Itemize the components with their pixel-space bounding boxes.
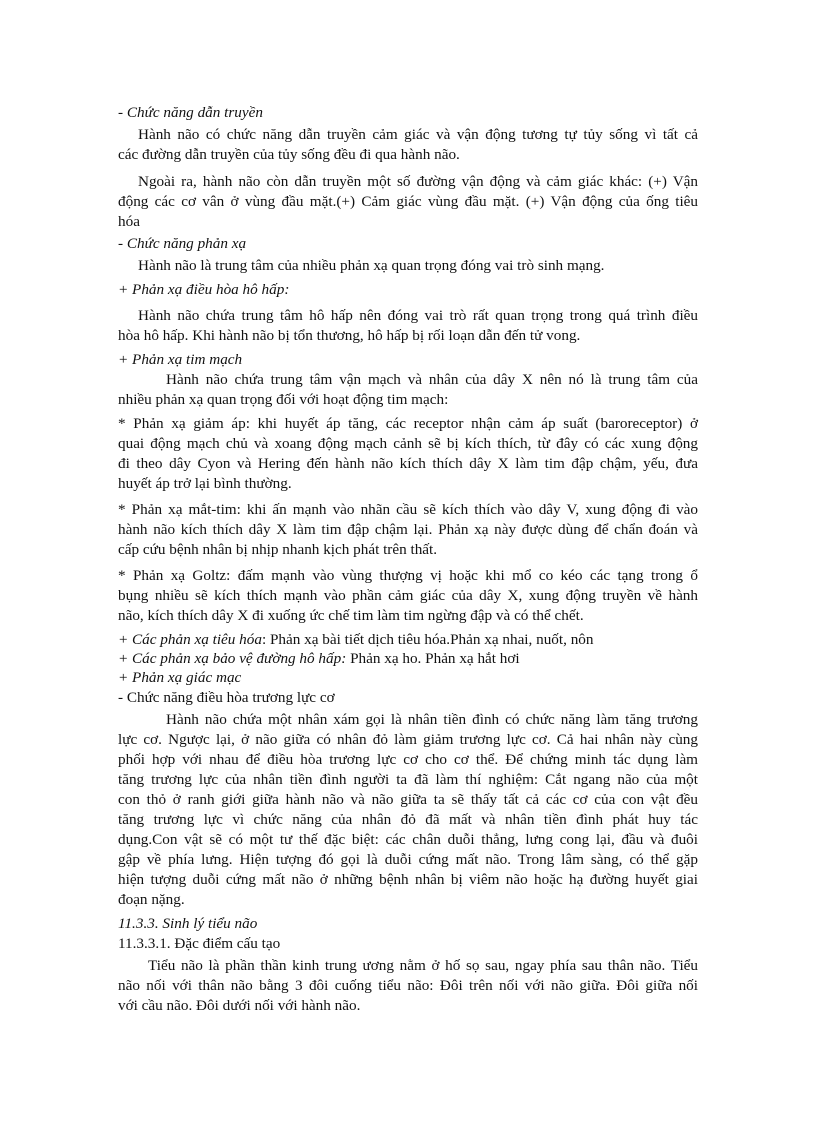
paragraph-line: Ngoài ra, hành não còn dẫn truyền một số đường vận động và cảm giác khác: (+) Vận	[138, 173, 698, 190]
paragraph-line: dụng.Con vật sẽ có một tư thế đặc biệt: các chân duỗi thẳng, lưng cong lại, đầu và đuôi	[118, 831, 698, 848]
paragraph-line: * Phản xạ giảm áp: khi huyết áp tăng, các receptor nhận cảm áp suất (baroreceptor) ở	[118, 415, 698, 432]
paragraph-line: Hành não chứa một nhân xám gọi là nhân tiền đình có chức năng làm tăng trương	[166, 711, 698, 728]
heading-conduction: - Chức năng dẫn truyền	[118, 104, 263, 121]
paragraph-line: phối hợp với nhau để điều hòa trương lực cơ cho cơ thể. Để chứng minh tác dụng làm	[118, 751, 698, 768]
paragraph-line: * Phản xạ Goltz: đấm mạnh vào vùng thượng vị hoặc khi mổ co kéo các tạng trong ổ	[118, 567, 698, 584]
digestive-reflex-text: : Phản xạ bài tiết dịch tiêu hóa.Phản xạ nhai, nuốt, nôn	[261, 631, 594, 648]
paragraph-line: bụng nhiều sẽ kích thích mạnh vào phần cảm giác của dây X, xung động truyền về hành	[118, 587, 698, 604]
paragraph-line: hiện tượng duỗi cứng mất não ở những bệnh nhân bị viêm não hoặc hạ đường huyết giai	[118, 871, 698, 888]
paragraph-line: gập về phía lưng. Hiện tượng đó gọi là duỗi cứng mất não. Trong lâm sàng, có thể gặp	[118, 851, 698, 868]
corneal-reflex-label: + Phản xạ giác mạc	[118, 669, 242, 686]
digestive-reflex-line	[118, 630, 594, 650]
paragraph-line: hành não kích thích dây X làm tim đập chậm lại. Phản xạ này được dùng để chẩn đoán và	[118, 521, 698, 538]
paragraph-line: Hành não chứa trung tâm vận mạch và nhân của dây X nên nó là trung tâm của	[166, 371, 698, 388]
heading-muscle-tone: - Chức năng điều hòa trương lực cơ	[118, 689, 335, 706]
paragraph-line: đi theo dây Cyon và Hering đến hành não kích thích dây X làm tim đập chậm, yếu, đưa	[118, 455, 698, 472]
paragraph-line: não, kích thích dây X đi xuống ức chế tim làm tim ngừng đập và có thể chết.	[118, 607, 584, 624]
airway-reflex-label: + Các phản xạ bảo vệ đường hô hấp:	[118, 650, 347, 667]
paragraph-line: động các cơ vân ở vùng đầu mặt.(+) Cảm giác vùng đầu mặt. (+) Vận động của ống tiêu	[118, 193, 698, 210]
paragraph-line: quai động mạch chủ và xoang động mạch cảnh sẽ bị kích thích, từ đây có các xung động	[118, 435, 698, 452]
paragraph-line: Hành não là trung tâm của nhiều phản xạ quan trọng đóng vai trò sinh mạng.	[138, 257, 605, 274]
airway-reflex-line	[118, 649, 520, 669]
paragraph-line: lực cơ. Ngược lại, ở não giữa có nhân đỏ làm giảm trương lực cơ. Cả hai nhân này cùng	[118, 731, 698, 748]
heading-reflex: - Chức năng phản xạ	[118, 235, 247, 252]
paragraph-line: con thỏ ở ranh giới giữa hành não và não giữa ta sẽ thấy tất cả các cơ của con vật đều	[118, 791, 698, 808]
paragraph-line: hóa	[118, 213, 140, 230]
subsection-structure: 11.3.3.1. Đặc điểm cấu tạo	[118, 935, 281, 952]
paragraph-line: hòa hô hấp. Khi hành não bị tổn thương, hô hấp bị rối loạn dẫn đến tử vong.	[118, 327, 581, 344]
paragraph-line: não nối với thân não bằng 3 đôi cuống tiểu não: Đôi trên nối với não giữa. Đôi giữa nối	[118, 977, 698, 994]
paragraph-line: đoạn nặng.	[118, 891, 185, 908]
airway-reflex-text: Phản xạ ho. Phản xạ hắt hơi	[346, 650, 520, 667]
section-cerebellum: 11.3.3. Sinh lý tiểu não	[118, 915, 258, 932]
paragraph-line: huyết áp trở lại bình thường.	[118, 475, 292, 492]
paragraph-line: các đường dẫn truyền của tủy sống đều đi qua hành não.	[118, 146, 460, 163]
paragraph-line: * Phản xạ mắt-tim: khi ấn mạnh vào nhãn cầu sẽ kích thích vào dây V, xung động đi vào	[118, 501, 698, 518]
paragraph-line: tăng trương lực vì chức năng của nhân đỏ đã mất và nhân tiền đình phát huy tác	[118, 811, 698, 828]
digestive-reflex-label: + Các phản xạ tiêu hóa	[118, 631, 262, 648]
paragraph-line: Tiểu não là phần thần kinh trung ương nằm ở hố sọ sau, ngay phía sau thân não. Tiểu	[148, 957, 698, 974]
paragraph-line: tăng trương lực của nhân tiền đình người ta đã làm thí nghiệm: Cắt ngang não của một	[118, 771, 698, 788]
paragraph-line: với cầu não. Đôi dưới nối với hành não.	[118, 997, 361, 1014]
paragraph-line: Hành não có chức năng dẫn truyền cảm giác và vận động tương tự tủy sống vì tất cả	[138, 126, 698, 143]
paragraph-line: nhiều phản xạ quan trọng đối với hoạt động tim mạch:	[118, 391, 449, 408]
paragraph-line: cấp cứu bệnh nhân bị nhịp nhanh kịch phát trên thất.	[118, 541, 438, 558]
heading-cardio-reflex: + Phản xạ tim mạch	[118, 351, 243, 368]
paragraph-line: Hành não chứa trung tâm hô hấp nên đóng vai trò rất quan trọng trong quá trình điều	[138, 307, 698, 324]
heading-respiration-reflex: + Phản xạ điều hòa hô hấp:	[118, 281, 290, 298]
